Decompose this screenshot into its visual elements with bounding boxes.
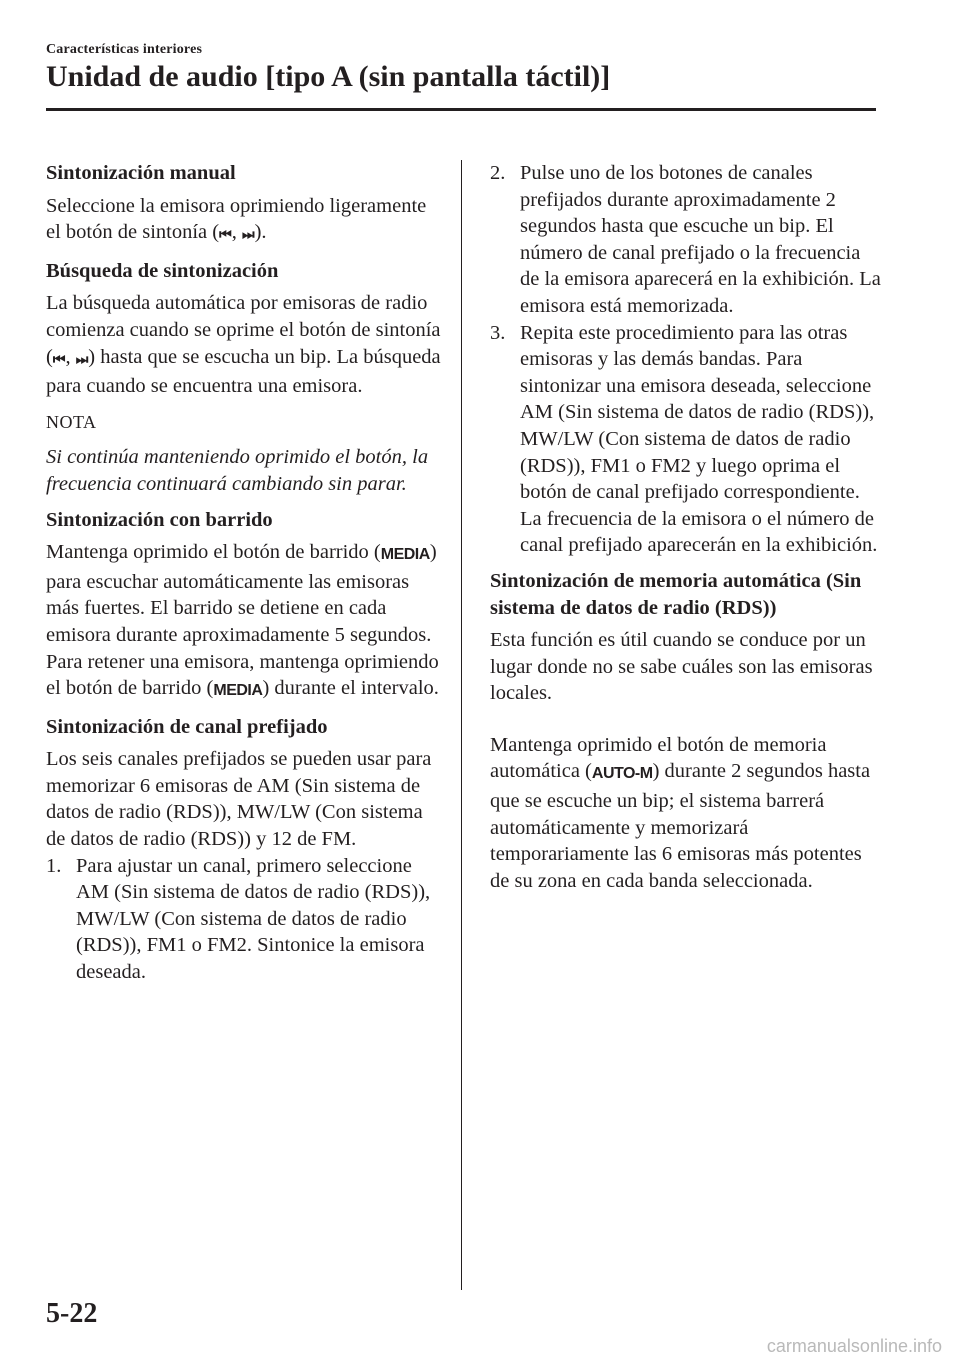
seek-tuning-heading: Búsqueda de sintonización (46, 259, 279, 282)
watermark: carmanualsonline.info (766, 1336, 942, 1356)
step-number: 1. (46, 854, 62, 877)
seek-down-icon: ⏮ (219, 227, 229, 244)
auto-m-button-icon: AUTO-M (591, 765, 653, 783)
manual-tuning-text: Seleccione la emisora oprimiendo ligeramente el botón de sintonía (⏮ , ⏭ ). (46, 193, 441, 249)
auto-memory-heading: Sintonización de memoria automática (Sin sistema de datos de radio (RDS)) (490, 569, 862, 619)
seek-up-icon: ⏭ (241, 227, 252, 244)
seek-down-icon: ⏮ (52, 351, 63, 368)
step-number: 3. (490, 321, 506, 344)
step-text: Repita este procedimiento para las otras emisoras y las demás bandas. Para sintonizar una emisora deseada, seleccione AM (Sin sistema de datos de radio (RDS)), MW/LW (Con sistema de datos de radio (RDS)), FM1 o FM2 y luego oprima el botón de canal prefijado correspondiente. La frecuencia de la emisora o el número de canal prefijado aparecerán en la exhibición. (520, 321, 878, 557)
seek-up-icon: ⏭ (75, 351, 86, 368)
step-number: 2. (490, 162, 506, 184)
step-text: Para ajustar un canal, primero seleccione AM (Sin sistema de datos de radio (RDS)), MW/LW (Con sistema de datos de radio (RDS)), FM1 o FM2. Sintonice la emisora deseada. (76, 854, 431, 984)
list-item (46, 853, 441, 986)
preset-tuning-intro: Los seis canales prefijados se pueden usar para memorizar 6 emisoras de AM (Sin sistema de datos de radio (RDS)), MW/LW (Con sistema de datos de radio (RDS)) y 12 de FM. (46, 748, 432, 851)
media-button-icon: MEDIA (380, 546, 430, 564)
title-rule (46, 108, 876, 111)
paragraph-spacer (490, 716, 882, 732)
preset-steps-list-continued (490, 160, 882, 559)
column-divider (461, 160, 462, 1290)
auto-memory-text: Esta función es útil cuando se conduce por un lugar donde no se sabe cuáles son las emisoras locales. (490, 629, 873, 705)
scan-tuning-text: Mantenga oprimido el botón de barrido (MEDIA) para escuchar automáticamente las emisoras más fuertes. El barrido se detiene en cada emisora durante aproximadamente 5 segundos. Para retener una emisora, mantenga oprimiendo el botón de barrido (MEDIA) durante el intervalo. (46, 539, 441, 705)
note-label: NOTA (46, 411, 97, 432)
list-item (490, 160, 882, 320)
preset-tuning-heading: Sintonización de canal prefijado (46, 715, 328, 738)
preset-steps-list (46, 853, 441, 986)
step-text: Pulse uno de los botones de canales prefijados durante aproximadamente 2 segundos hasta que escuche un bip. El número de canal prefijado o la frecuencia de la emisora aparecerá en la exhibición. La emisora está memorizada. (520, 162, 881, 317)
list-item (490, 320, 882, 559)
section-label: Características interiores (46, 42, 203, 57)
manual-tuning-heading: Sintonización manual (46, 162, 236, 184)
right-column (490, 160, 882, 903)
note-text: Si continúa manteniendo oprimido el botón, la frecuencia continuará cambiando sin parar. (46, 446, 429, 495)
auto-memory-instructions: Mantenga oprimido el botón de memoria automática (AUTO-M) durante 2 segundos hasta que se escuche un bip; el sistema barrerá automáticamente y memorizará temporariamente las 6 emisoras más potentes de su zona en cada banda seleccionada. (490, 733, 871, 892)
page-title: Unidad de audio [tipo A (sin pantalla táctil)] (46, 60, 611, 93)
scan-tuning-heading: Sintonización con barrido (46, 508, 273, 531)
seek-tuning-text: La búsqueda automática por emisoras de radio comienza cuando se oprime el botón de sintonía (⏮ , ⏭ ) hasta que se escucha un bip. La búsqueda para cuando se encuentra una emisora. (46, 292, 441, 398)
left-column (46, 160, 441, 995)
media-button-icon: MEDIA (213, 682, 263, 700)
page-number: 5-22 (46, 1298, 98, 1329)
